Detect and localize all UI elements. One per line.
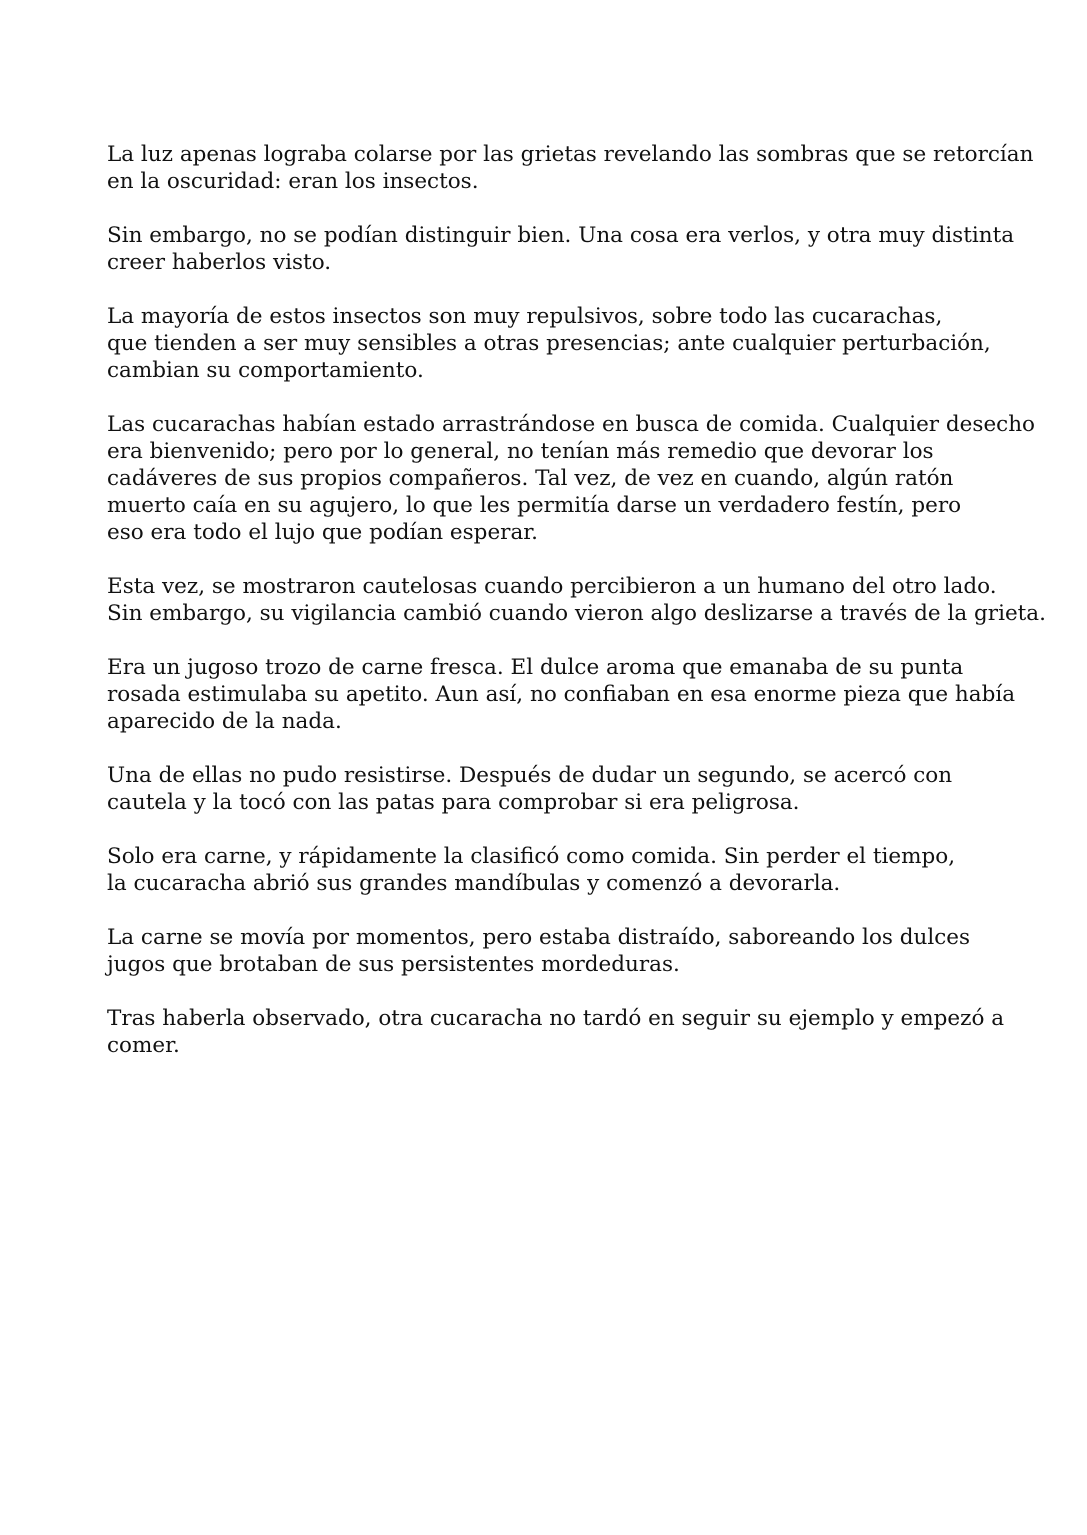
text-line: Sin embargo, su vigilancia cambió cuando vieron algo deslizarse a través de la grieta. (107, 601, 1046, 626)
paragraph-6 (107, 654, 1016, 735)
text-line: La luz apenas lograba colarse por las grietas revelando las sombras que se retorcían (107, 142, 1034, 167)
text-line: creer haberlos visto. (107, 250, 332, 275)
text-line: Las cucarachas habían estado arrastrándose en busca de comida. Cualquier desecho (107, 412, 1035, 437)
text-line: rosada estimulaba su apetito. Aun así, no confiaban en esa enorme pieza que había (107, 682, 1016, 707)
text-line: Era un jugoso trozo de carne fresca. El dulce aroma que emanaba de su punta (107, 655, 964, 680)
text-line: La carne se movía por momentos, pero estaba distraído, saboreando los dulces (107, 925, 971, 950)
text-line: era bienvenido; pero por lo general, no tenían más remedio que devorar los (107, 439, 934, 464)
text-line: cautela y la tocó con las patas para comprobar si era peligrosa. (107, 790, 800, 815)
paragraph-3 (107, 303, 991, 384)
paragraph-7 (107, 762, 987, 816)
text-line: La mayoría de estos insectos son muy repulsivos, sobre todo las cucarachas, (107, 304, 943, 329)
text-line: aparecido de la nada. (107, 709, 342, 734)
paragraph-9 (107, 924, 987, 978)
paragraph-4 (107, 411, 1035, 546)
text-line: comer. (107, 1033, 180, 1058)
paragraph-8 (107, 843, 987, 897)
text-line: la cucaracha abrió sus grandes mandíbulas y comenzó a devorarla. (107, 871, 841, 896)
text-line: Sin embargo, no se podían distinguir bien. Una cosa era verlos, y otra muy distinta (107, 223, 1015, 248)
text-line: en la oscuridad: eran los insectos. (107, 169, 479, 194)
paragraph-10 (107, 1005, 1005, 1059)
text-line: muerto caía en su agujero, lo que les permitía darse un verdadero festín, pero (107, 493, 962, 518)
text-line: Esta vez, se mostraron cautelosas cuando percibieron a un humano del otro lado. (107, 574, 997, 599)
body-text (107, 141, 1046, 1086)
text-line: Tras haberla observado, otra cucaracha no tardó en seguir su ejemplo y empezó a (107, 1006, 1005, 1031)
text-line: Una de ellas no pudo resistirse. Después de dudar un segundo, se acercó con (107, 763, 953, 788)
text-line: que tienden a ser muy sensibles a otras presencias; ante cualquier perturbación, (107, 331, 991, 356)
text-line: jugos que brotaban de sus persistentes mordeduras. (107, 952, 680, 977)
text-line: Solo era carne, y rápidamente la clasificó como comida. Sin perder el tiempo, (107, 844, 956, 869)
paragraph-5 (107, 573, 1046, 627)
paragraph-1 (107, 141, 1034, 195)
text-line: cadáveres de sus propios compañeros. Tal vez, de vez en cuando, algún ratón (107, 466, 954, 491)
paragraph-2 (107, 222, 1015, 276)
text-line: eso era todo el lujo que podían esperar. (107, 520, 539, 545)
text-line: cambian su comportamiento. (107, 358, 424, 383)
